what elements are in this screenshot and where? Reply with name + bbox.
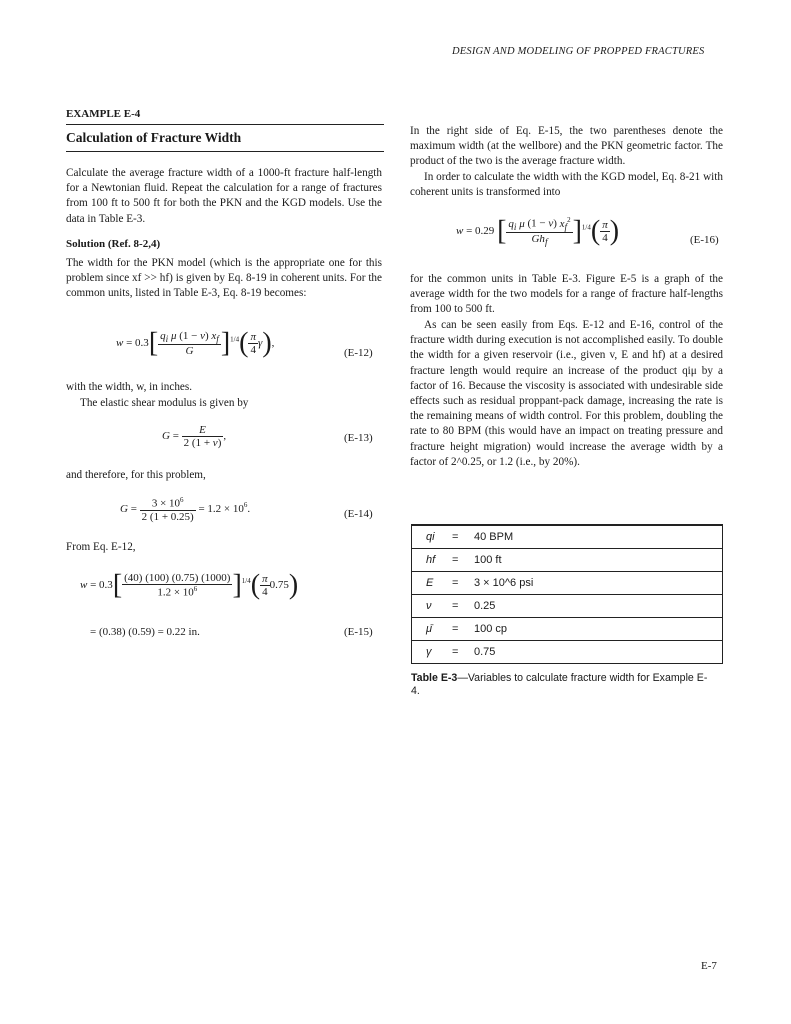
table-symbol: ν	[426, 600, 432, 612]
solution-paragraph: The width for the PKN model (which is the appropriate one for this problem since xf >> hf) is given by Eq. 8-19 in coherent units. For the common units, listed in Table E-3, Eq. 8-19 becomes:	[66, 257, 382, 300]
example-rule	[66, 124, 384, 125]
variables-table	[411, 524, 723, 664]
table-symbol: qi	[426, 531, 435, 543]
table-symbol: E	[426, 577, 434, 589]
right-paragraph-3: for the common units in Table E-3. Figure E-5 is a graph of the average width for the two models for a range of fracture half-lengths from 100 to 500 ft.	[410, 273, 723, 316]
table-equals: =	[452, 554, 459, 566]
from-eq-text: From Eq. E-12,	[66, 541, 136, 553]
right-paragraph-2-text: In order to calculate the width with the KGD model, Eq. 8-21 with coherent units is transformed into	[410, 171, 723, 199]
example-label: EXAMPLE E-4	[66, 108, 141, 120]
table-caption-text: —Variables to calculate fracture width for Example E-4.	[411, 672, 708, 697]
eq12-number: (E-12)	[344, 347, 373, 359]
table-row	[412, 526, 722, 549]
table-value: 3 × 10^6 psi	[474, 577, 534, 589]
equation-e14: G = $\frac{3 \times 10^6}{2 (1 + 0.25)}$ = $1.2 \times 10^6$.	[120, 496, 251, 523]
eq15-result: = (0.38) (0.59) = 0.22 in.	[90, 626, 200, 638]
table-caption-label: Table E-3	[411, 672, 458, 684]
table-symbol: γ	[426, 646, 432, 658]
running-head: DESIGN AND MODELING OF PROPPED FRACTURES	[452, 46, 705, 57]
equation-e12: w = 0.3[ $\frac{q_i \mu (1 - v) x_f}{G}$ ]$^{1/4}$( $\frac{\pi}{4}$ γ),	[116, 327, 275, 359]
table-row	[412, 641, 722, 663]
table-row	[412, 572, 722, 595]
table-equals: =	[452, 623, 459, 635]
equation-e15: w = 0.3[ $\frac{(40) (100) (0.75) (1000)}{1.2 \times 10^6}$ ]$^{1/4}$( $\frac{\pi}{4}$ 0.75)	[80, 569, 299, 601]
table-value: 0.25	[474, 600, 496, 612]
table-equals: =	[452, 600, 459, 612]
title-rule	[66, 151, 384, 152]
shear-modulus-text: The elastic shear modulus is given by	[80, 397, 249, 409]
table-value: 0.75	[474, 646, 496, 658]
table-caption	[411, 672, 711, 698]
table-row	[412, 618, 722, 641]
table-equals: =	[452, 577, 459, 589]
table-value: 100 cp	[474, 623, 508, 635]
therefore-text: and therefore, for this problem,	[66, 469, 206, 481]
table-row	[412, 595, 722, 618]
eq14-number: (E-14)	[344, 508, 373, 520]
equation-e16: w = 0.29 [ $\frac{q_i \mu (1 - v) x_f^2}{Gh_f}$ ]$^{1/4}$( $\frac{\pi}{4}$ )	[456, 215, 620, 248]
eq16-number: (E-16)	[690, 234, 719, 246]
right-paragraph-4-text: As can be seen easily from Eqs. E-12 and E-16, control of the fracture width during execution is not accomplished easily. To double the width for a given reservoir (i.e., given v, E and hf) at a desired fracture length would require an increase of the product qiμ by a factor of 16. Because the viscosity is associated with undesirable side effects such as residual proppant-pack damage, increasing the rate is the remaining means of width control. For this problem, doubling the rate to 80 BPM (this would have an impact on treating pressure and fracture height migration) would increase the average width by a factor of 2^0.25, or 1.2 (i.e., by 20%).	[410, 319, 723, 468]
table-symbol: hf	[426, 554, 436, 566]
table-equals: =	[452, 531, 459, 543]
section-title: Calculation of Fracture Width	[66, 130, 242, 145]
problem-statement: Calculate the average fracture width of a 1000-ft fracture half-length for a Newtonian fluid. Repeat the calculation for a range of fractures from 100 ft to 500 ft for both the PKN and the KGD models. Use the data in Table E-3.	[66, 167, 382, 225]
solution-heading: Solution (Ref. 8-2,4)	[66, 238, 161, 250]
table-value: 100 ft	[474, 554, 502, 566]
table-equals: =	[452, 646, 459, 658]
with-width-text: with the width, w, in inches.	[66, 381, 193, 393]
right-paragraph-2	[410, 170, 723, 200]
table-row	[412, 549, 722, 572]
eq15-number: (E-15)	[344, 626, 373, 638]
equation-e13: G = $\frac{E}{2 (1 + v)}$ ,	[162, 424, 227, 449]
right-paragraph-4	[410, 318, 723, 470]
page-number: E-7	[701, 960, 717, 972]
table-symbol: μ̄	[426, 623, 433, 635]
right-paragraph-1: In the right side of Eq. E-15, the two parentheses denote the maximum width (at the wellbore) and the PKN geometric factor. The product of the two is the average fracture width.	[410, 125, 723, 168]
eq13-number: (E-13)	[344, 432, 373, 444]
table-value: 40 BPM	[474, 531, 514, 543]
